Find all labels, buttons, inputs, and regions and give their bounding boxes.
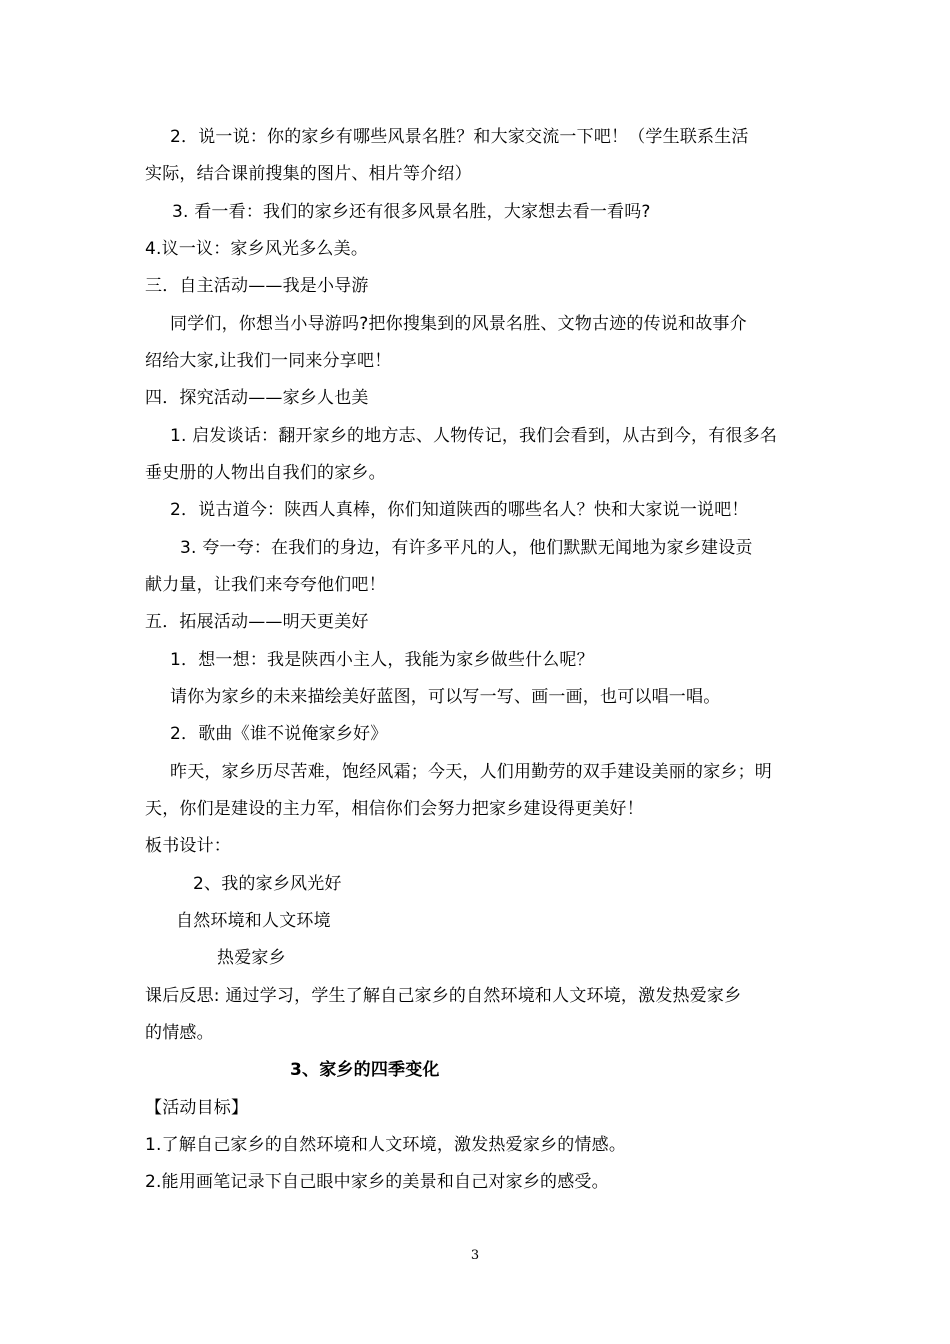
para-line-6: 同学们，你想当小导游吗?把你搜集到的风景名胜、文物古迹的传说和故事介 xyxy=(170,314,747,334)
para-line-2: 实际，结合课前搜集的图片、相片等介绍） xyxy=(145,164,472,184)
para-line-15: 1．想一想：我是陕西小主人，我能为家乡做些什么呢？ xyxy=(170,650,594,670)
para-line-11: 2．说古道今：陕西人真棒，你们知道陕西的哪些名人？快和大家说一说吧！ xyxy=(170,500,749,520)
para-line-17: 2．歌曲《谁不说俺家乡好》 xyxy=(170,724,388,744)
board-line-1: 2、我的家乡风光好 xyxy=(193,874,342,894)
board-line-3: 热爱家乡 xyxy=(217,948,286,968)
para-line-16: 请你为家乡的未来描绘美好蓝图，可以写一写、画一画，也可以唱一唱。 xyxy=(170,687,721,707)
board-design-label: 板书设计： xyxy=(145,836,231,856)
section-heading-5: 五．拓展活动——明天更美好 xyxy=(145,612,369,632)
para-line-18: 昨天，家乡历尽苦难，饱经风霜；今天，人们用勤劳的双手建设美丽的家乡；明 xyxy=(170,762,772,782)
lesson-title: 3、家乡的四季变化 xyxy=(290,1060,440,1080)
objective-2: 2.能用画笔记录下自己眼中家乡的美景和自己对家乡的感受。 xyxy=(145,1172,609,1192)
section-heading-4: 四．探究活动——家乡人也美 xyxy=(145,388,369,408)
board-line-2: 自然环境和人文环境 xyxy=(176,911,331,931)
para-line-7: 绍给大家,让我们一同来分享吧！ xyxy=(145,351,392,371)
para-line-3: 3. 看一看：我们的家乡还有很多风景名胜，大家想去看一看吗? xyxy=(172,202,651,222)
para-line-4: 4.议一议：家乡风光多么美。 xyxy=(145,239,369,259)
para-line-12: 3. 夸一夸：在我们的身边，有许多平凡的人，他们默默无闻地为家乡建设贡 xyxy=(180,538,753,558)
objective-1: 1.了解自己家乡的自然环境和人文环境，激发热爱家乡的情感。 xyxy=(145,1135,627,1155)
para-line-19: 天，你们是建设的主力军，相信你们会努力把家乡建设得更美好！ xyxy=(145,799,644,819)
section-heading-3: 三．自主活动——我是小导游 xyxy=(145,276,369,296)
objectives-heading: 【活动目标】 xyxy=(145,1098,249,1118)
reflection-line-2: 的情感。 xyxy=(145,1023,214,1043)
para-line-9: 1. 启发谈话：翻开家乡的地方志、人物传记，我们会看到，从古到今，有很多名 xyxy=(170,426,778,446)
page-number: 3 xyxy=(470,1248,480,1263)
para-line-10: 垂史册的人物出自我们的家乡。 xyxy=(145,463,386,483)
reflection-line-1: 课后反思: 通过学习，学生了解自己家乡的自然环境和人文环境，激发热爱家乡 xyxy=(145,986,742,1006)
para-line-1: 2．说一说：你的家乡有哪些风景名胜？和大家交流一下吧！（学生联系生活 xyxy=(170,127,749,147)
para-line-13: 献力量，让我们来夸夸他们吧！ xyxy=(145,575,386,595)
